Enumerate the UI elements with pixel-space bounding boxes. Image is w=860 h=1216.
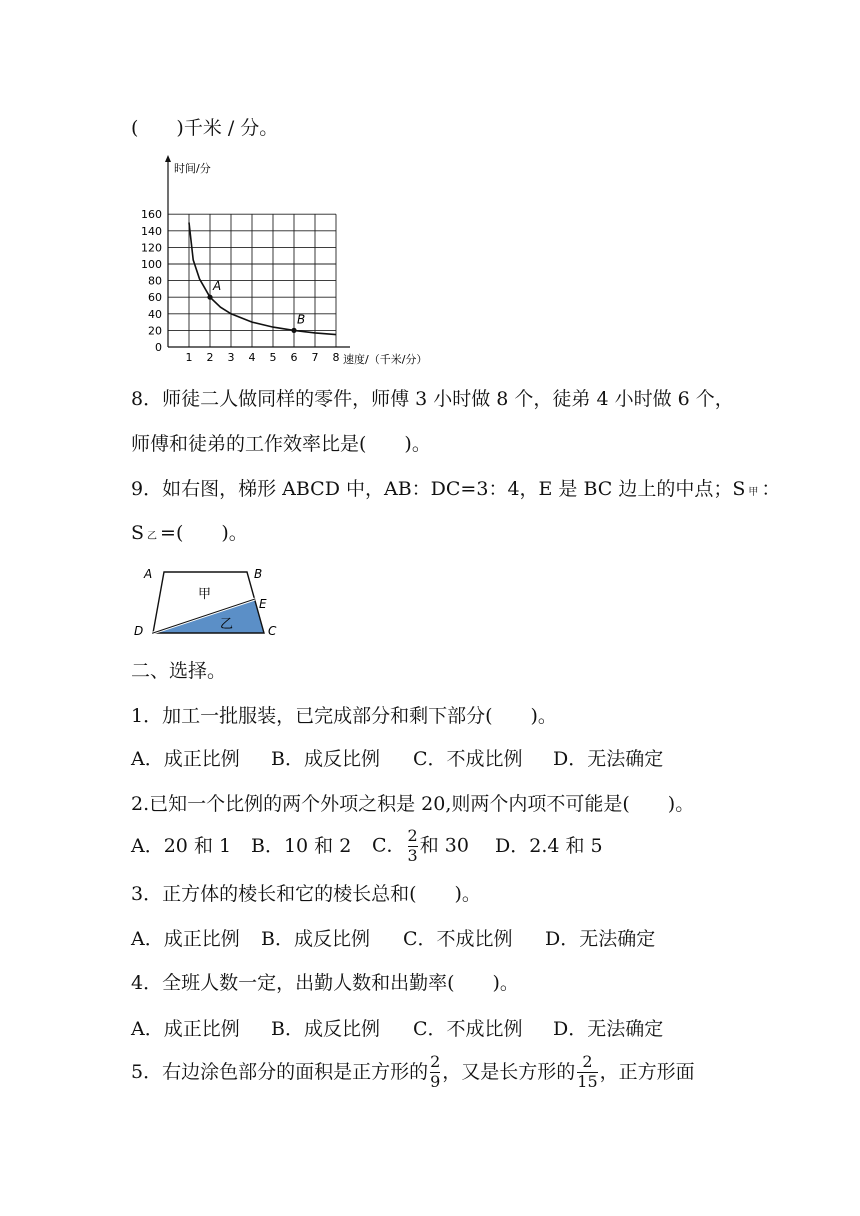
q4-option-d[interactable]: D．无法确定 [553,1018,664,1040]
q9-sub-jia: 甲 [748,487,759,498]
y-tick-label: 100 [141,258,162,271]
fraction-two-ninths: $\frac{2}{9}$ [430,1052,441,1091]
q9-sub-yi: 乙 [147,531,158,542]
q2-c-label: C． [372,834,406,857]
question-5 [131,1054,695,1091]
question-2-options [131,828,603,865]
x-tick-label: 5 [269,351,277,364]
q3-option-c[interactable]: C．不成比例 [403,928,513,950]
y-tick-label: 140 [141,224,162,238]
data-point-b [291,328,296,333]
question-8-line-1: 8．师徒二人做同样的零件，师傅 3 小时做 8 个，徒弟 4 小时做 6 个， [131,388,734,410]
question-9-line-2 [131,524,248,543]
fraction-two-fifteenths: $\frac{2}{15}$ [577,1052,598,1091]
label-a: A [144,567,153,581]
q3-option-a[interactable]: A．成正比例 [131,928,240,950]
q4-option-b[interactable]: B．成反比例 [271,1018,380,1040]
point-label-b: B [297,312,306,327]
q5-text-c: ，正方形面 [599,1060,695,1083]
x-tick-label: 2 [206,351,214,364]
y-tick-label: 0 [155,341,162,354]
data-point-a [207,295,212,300]
q1-option-c[interactable]: C．不成比例 [413,748,523,770]
q3-option-d[interactable]: D．无法确定 [545,928,656,950]
q9-text-c: =( )。 [160,522,248,544]
x-tick-label: 4 [248,351,256,364]
q2-option-b[interactable]: B．10 和 2 [251,834,352,857]
y-tick-label: 20 [148,324,162,338]
chart-ticks [141,208,340,364]
y-tick-label: 160 [141,208,162,222]
question-8-line-2: 师傅和徒弟的工作效率比是( )。 [131,433,431,455]
question-1-options [131,750,663,769]
q2-option-c[interactable] [372,828,495,865]
y-axis-arrow [165,155,171,162]
question-2: 2.已知一个比例的两个外项之积是 20,则两个内项不可能是( )。 [131,793,695,815]
q1-option-a[interactable]: A．成正比例 [131,748,240,770]
q2-c-tail: 和 30 [419,834,469,857]
q4-option-a[interactable]: A．成正比例 [131,1018,240,1040]
x-tick-label: 1 [185,351,193,364]
y-tick-label: 40 [148,307,162,321]
y-axis-label: 时间/分 [174,162,211,175]
y-tick-label: 80 [148,274,162,288]
y-tick-label: 60 [148,291,162,305]
q4-option-c[interactable]: C．不成比例 [413,1018,523,1040]
fraction-two-thirds: $\frac{2}{3}$ [407,826,418,865]
label-c: C [268,624,277,638]
label-e: E [259,597,267,611]
trapezoid-figure [128,562,288,642]
q2-option-d[interactable]: D．2.4 和 5 [495,834,603,857]
region-yi-label: 乙 [220,617,234,632]
section-2-heading: 二、选择。 [131,660,227,682]
label-d: D [134,624,144,638]
question-4: 4．全班人数一定，出勤人数和出勤率( )。 [131,972,519,994]
region-jia-label: 甲 [198,587,212,602]
question-3-options [131,930,655,949]
point-label-a: A [213,279,222,294]
q3-option-b[interactable]: B．成反比例 [261,928,370,950]
x-tick-label: 6 [290,351,298,364]
series-curve [189,223,336,335]
speed-time-chart [135,152,475,367]
q9-s: S [131,522,145,544]
question-4-options [131,1020,663,1039]
chart-points [207,279,305,333]
q9-text-b: ： [761,478,781,500]
q2-option-a[interactable]: A．20 和 1 [131,834,232,857]
q9-text-a: 9．如右图，梯形 ABCD 中，AB：DC=3：4，E 是 BC 边上的中点；S [131,478,746,500]
q5-text-b: ，又是长方形的 [442,1060,576,1083]
x-tick-label: 7 [311,351,319,364]
x-tick-label: 3 [227,351,235,364]
question-7-tail: ( )千米 / 分。 [131,117,279,139]
chart-grid [168,214,336,347]
y-tick-label: 120 [141,241,162,255]
question-1: 1．加工一批服装，已完成部分和剩下部分( )。 [131,705,557,727]
q5-text-a: 5．右边涂色部分的面积是正方形的 [131,1060,429,1083]
question-3: 3．正方体的棱长和它的棱长总和( )。 [131,883,481,905]
q1-option-b[interactable]: B．成反比例 [271,748,380,770]
label-b: B [254,567,263,581]
x-axis-label: 速度/（千米/分） [343,353,428,366]
question-9-line-1 [131,480,780,499]
q1-option-d[interactable]: D．无法确定 [553,748,664,770]
x-tick-label: 8 [332,351,340,364]
